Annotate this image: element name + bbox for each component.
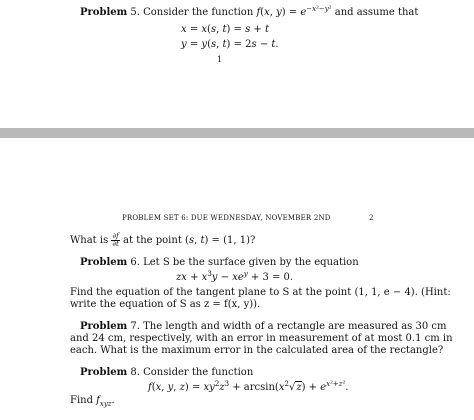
problem-7-line-2: and 24 cm, respectively, with an error in measurement of at most 0.1 cm in: [70, 333, 453, 344]
at-point-text: at the point: [123, 235, 182, 246]
problem-5-statement: [80, 7, 418, 19]
problem-7-statement: [80, 321, 446, 333]
problem-6-label: Problem: [80, 257, 128, 268]
problem-5-text: Consider the function: [143, 7, 254, 18]
problem-5-question: [70, 233, 255, 248]
page-separator: [0, 128, 474, 138]
page-number-1: 1: [217, 55, 223, 64]
problem-7-number: 7.: [130, 321, 140, 332]
equation-y: y = y(s, t) = 2s − t.: [181, 39, 279, 50]
problem-8-function: f(x, y, $z) = xy^2z^3 + \arcsin(x^2√z) + e^{x^2+z^2}$.: [148, 380, 349, 393]
partial-f-xyz: $f_{xyz}$.: [96, 395, 115, 408]
problem-5-function: f(x, $y) = e^{-x^2-y^2}$: [256, 5, 332, 18]
problem-6-statement: [80, 257, 359, 269]
problem-6-line-1: Find the equation of the tangent plane to S at the point (1, 1, e − 4). (Hint:: [70, 287, 451, 298]
problem-8-number: 8.: [130, 367, 140, 378]
what-is-text: What is: [70, 235, 109, 246]
problem-7-label: Problem: [80, 321, 128, 332]
point-value: (s, t) = (1, 1)?: [185, 235, 256, 246]
problem-8-statement: [80, 367, 253, 379]
problem-5-number: 5.: [130, 7, 140, 18]
problem-6-text: Let S be the surface given by the equation: [143, 257, 359, 268]
problem-7-line-3: each. What is the maximum error in the calculated area of the rectangle?: [70, 345, 444, 356]
problem-5-after: and assume that: [334, 7, 419, 18]
problem-6-number: 6.: [130, 257, 140, 268]
problem-8-label: Problem: [80, 367, 128, 378]
page-2: [0, 138, 474, 420]
running-header: PROBLEM SET 6: DUE WEDNESDAY, NOVEMBER 2ND: [122, 214, 331, 222]
problem-8-text: Consider the function: [143, 367, 254, 378]
partial-f-over-partial-t: $\frac{\partial f}{\partial t}$: [112, 232, 119, 248]
problem-5-label: Problem: [80, 7, 128, 18]
surface-equation: zx + $x^3y - xe^y + 3 = 0$.: [176, 270, 294, 283]
find-text: Find: [70, 395, 93, 406]
problem-6-line-2: write the equation of S as z = f(x, y)).: [70, 299, 261, 310]
problem-7-line-1: The length and width of a rectangle are measured as 30 cm: [143, 321, 447, 332]
equation-x: x = x(s, t) = s + t: [181, 24, 270, 35]
page-number-2: 2: [369, 214, 374, 222]
page-1: [0, 0, 474, 128]
problem-8-question: [70, 395, 115, 407]
